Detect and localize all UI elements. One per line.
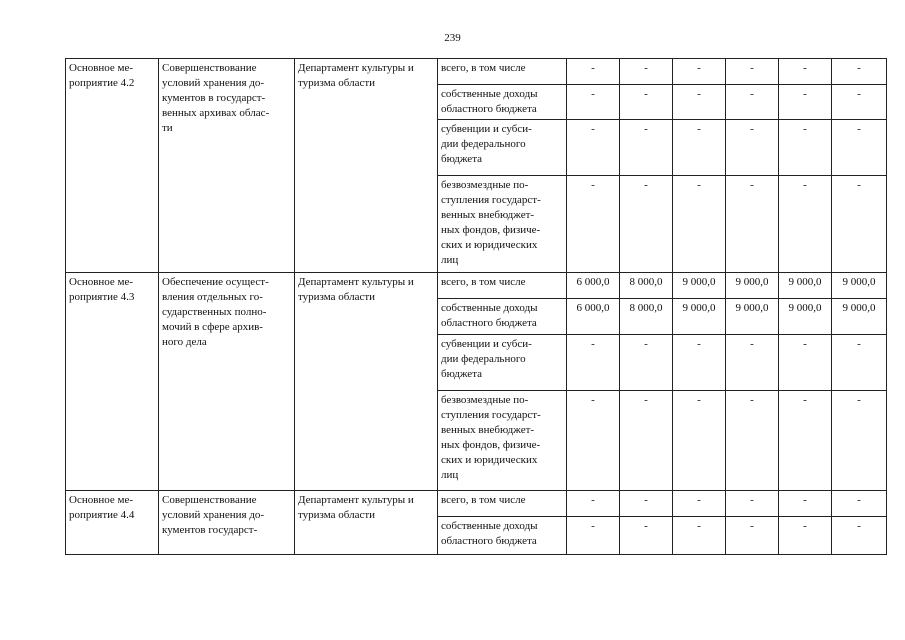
amount-cell: - <box>832 391 887 491</box>
amount-cell: 9 000,0 <box>779 299 832 335</box>
amount-cell: - <box>673 517 726 555</box>
funding-source-cell: собственные доходы областного бюджета <box>438 517 567 555</box>
amount-cell: 9 000,0 <box>832 273 887 299</box>
funding-source-cell: собственные доходы областного бюджета <box>438 299 567 335</box>
amount-cell: - <box>832 176 887 273</box>
amount-cell: - <box>620 391 673 491</box>
funding-source-cell: субвенции и субси- дии федерального бюджета <box>438 120 567 176</box>
amount-cell: - <box>673 59 726 85</box>
amount-cell: 9 000,0 <box>832 299 887 335</box>
amount-cell: - <box>567 176 620 273</box>
funding-source-cell: всего, в том числе <box>438 273 567 299</box>
table-row <box>66 491 887 517</box>
funding-source-cell: безвозмездные по- ступления государст- венных внебюджет- ных фондов, физиче- ских и юридических лиц <box>438 391 567 491</box>
amount-cell: - <box>620 491 673 517</box>
amount-cell: 9 000,0 <box>779 273 832 299</box>
amount-cell: - <box>567 335 620 391</box>
budget-table <box>65 58 887 555</box>
measure-cell: Основное ме- роприятие 4.3 <box>66 273 159 491</box>
amount-cell: - <box>620 120 673 176</box>
funding-source-cell: собственные доходы областного бюджета <box>438 85 567 120</box>
amount-cell: - <box>726 59 779 85</box>
amount-cell: - <box>567 59 620 85</box>
amount-cell: - <box>779 517 832 555</box>
amount-cell: - <box>726 491 779 517</box>
amount-cell: - <box>832 335 887 391</box>
amount-cell: 8 000,0 <box>620 273 673 299</box>
amount-cell: 9 000,0 <box>673 299 726 335</box>
amount-cell: - <box>567 517 620 555</box>
amount-cell: - <box>832 120 887 176</box>
amount-cell: 6 000,0 <box>567 273 620 299</box>
amount-cell: - <box>726 517 779 555</box>
amount-cell: - <box>832 517 887 555</box>
amount-cell: - <box>779 176 832 273</box>
funding-source-cell: всего, в том числе <box>438 59 567 85</box>
amount-cell: - <box>567 491 620 517</box>
amount-cell: - <box>620 517 673 555</box>
amount-cell: - <box>779 85 832 120</box>
amount-cell: - <box>726 176 779 273</box>
amount-cell: 6 000,0 <box>567 299 620 335</box>
amount-cell: 9 000,0 <box>673 273 726 299</box>
amount-cell: - <box>726 335 779 391</box>
amount-cell: - <box>779 335 832 391</box>
table-row <box>66 273 887 299</box>
amount-cell: - <box>673 391 726 491</box>
amount-cell: - <box>726 85 779 120</box>
executor-cell: Департамент культуры и туризма области <box>295 273 438 491</box>
amount-cell: - <box>726 391 779 491</box>
amount-cell: - <box>620 59 673 85</box>
amount-cell: - <box>673 176 726 273</box>
amount-cell: - <box>779 391 832 491</box>
amount-cell: - <box>726 120 779 176</box>
amount-cell: - <box>673 120 726 176</box>
funding-source-cell: безвозмездные по- ступления государст- венных внебюджет- ных фондов, физиче- ских и юридических лиц <box>438 176 567 273</box>
description-cell: Совершенствование условий хранения до- кументов в государст- венных архивах облас- ти <box>159 59 295 273</box>
amount-cell: 9 000,0 <box>726 273 779 299</box>
funding-source-cell: субвенции и субси- дии федерального бюджета <box>438 335 567 391</box>
amount-cell: - <box>779 120 832 176</box>
funding-source-cell: всего, в том числе <box>438 491 567 517</box>
page-number: 239 <box>444 32 461 44</box>
amount-cell: - <box>620 85 673 120</box>
amount-cell: - <box>832 491 887 517</box>
measure-cell: Основное ме- роприятие 4.4 <box>66 491 159 555</box>
table-row <box>66 59 887 85</box>
executor-cell: Департамент культуры и туризма области <box>295 59 438 273</box>
amount-cell: 8 000,0 <box>620 299 673 335</box>
description-cell: Совершенствование условий хранения до- кументов государст- <box>159 491 295 555</box>
amount-cell: - <box>567 120 620 176</box>
amount-cell: - <box>779 491 832 517</box>
amount-cell: - <box>620 176 673 273</box>
amount-cell: - <box>567 85 620 120</box>
description-cell: Обеспечение осущест- вления отдельных го- сударственных полно- мочий в сфере архив- ного дела <box>159 273 295 491</box>
amount-cell: - <box>832 85 887 120</box>
amount-cell: - <box>673 85 726 120</box>
measure-cell: Основное ме- роприятие 4.2 <box>66 59 159 273</box>
amount-cell: - <box>673 491 726 517</box>
amount-cell: - <box>673 335 726 391</box>
amount-cell: 9 000,0 <box>726 299 779 335</box>
executor-cell: Департамент культуры и туризма области <box>295 491 438 555</box>
amount-cell: - <box>779 59 832 85</box>
amount-cell: - <box>832 59 887 85</box>
amount-cell: - <box>620 335 673 391</box>
amount-cell: - <box>567 391 620 491</box>
